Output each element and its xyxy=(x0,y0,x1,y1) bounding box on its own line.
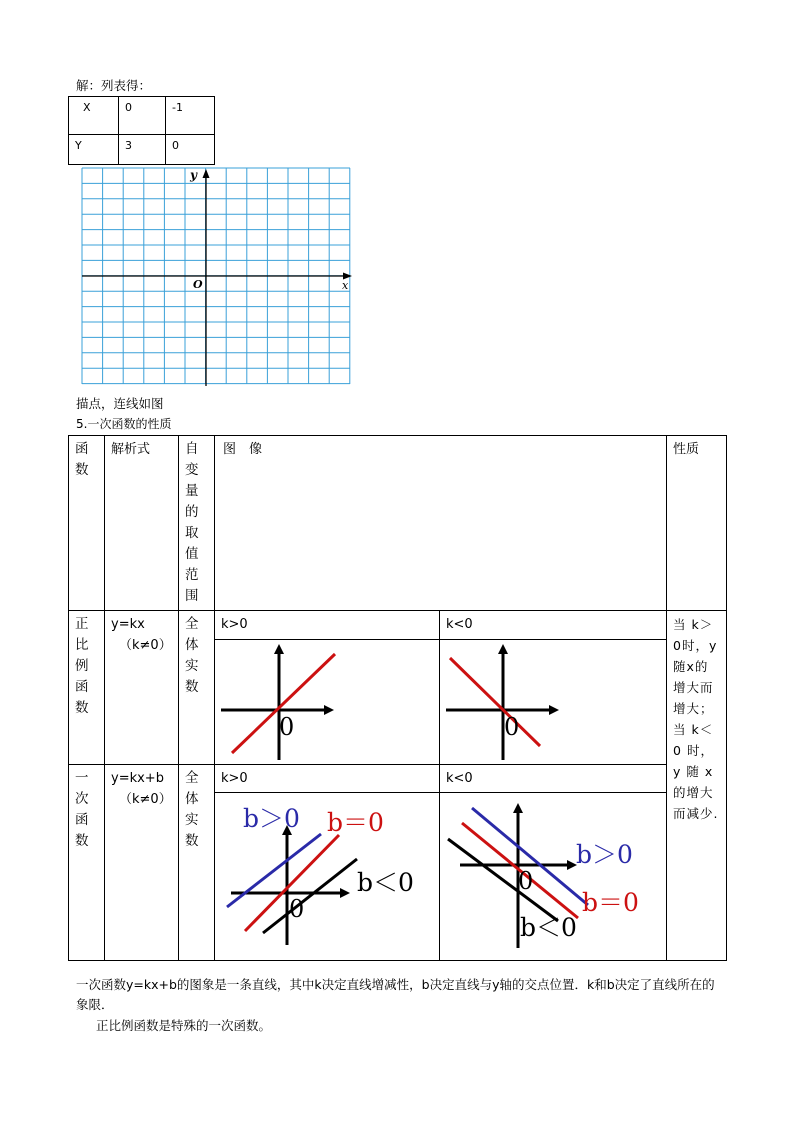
row1-condition: （k≠0） xyxy=(119,638,172,653)
solution-heading: 解：列表得： xyxy=(76,78,152,93)
line-b-positive xyxy=(227,834,321,907)
row1-k-pos: k>0 xyxy=(215,611,440,640)
origin-label: 0 xyxy=(289,895,305,923)
table-cell: 0 xyxy=(166,135,215,165)
row1-k-neg: k<0 xyxy=(440,611,667,640)
y-axis-label: y xyxy=(190,168,197,182)
y-axis-arrow xyxy=(498,644,508,654)
row2-formula: y=kx+b xyxy=(111,771,164,786)
header-image: 图 像 xyxy=(215,436,667,611)
xy-value-table xyxy=(68,96,215,165)
origin-label: 0 xyxy=(504,713,520,741)
summary-paragraph: 一次函数y=kx+b的图象是一条直线，其中k决定直线增减性，b决定直线与y轴的交点位置．k和b决定了直线所在的象限． xyxy=(76,977,715,1012)
coordinate-grid xyxy=(80,166,356,388)
table-header-row xyxy=(69,436,727,611)
y-axis-arrow xyxy=(203,169,210,178)
table-row xyxy=(69,611,727,640)
origin-label: 0 xyxy=(518,867,534,895)
row2-function: 一次函数 xyxy=(75,770,89,849)
x-axis-arrow xyxy=(324,705,334,715)
origin-label: 0 xyxy=(279,713,295,741)
row2-k-neg: k<0 xyxy=(440,765,667,793)
x-axis-label: x xyxy=(342,279,349,292)
table-cell: 3 xyxy=(119,135,166,165)
graph-linear-k-pos xyxy=(215,793,440,961)
graph-proportional-k-neg xyxy=(440,640,667,765)
row1-formula: y=kx xyxy=(111,617,145,632)
label-b-negative: b＜0 xyxy=(520,913,577,942)
label-b-zero: b＝0 xyxy=(327,808,384,837)
graph-linear-k-neg xyxy=(440,793,667,961)
row2-k-pos: k>0 xyxy=(215,765,440,793)
plot-note: 描点，连线如图 xyxy=(76,396,164,411)
label-b-negative: b＜0 xyxy=(357,868,414,897)
header-property: 性质 xyxy=(667,436,727,611)
x-axis-arrow xyxy=(549,705,559,715)
x-axis-arrow xyxy=(340,888,350,898)
x-label-cell: X xyxy=(69,97,119,135)
y-label-cell: Y xyxy=(69,135,119,165)
header-domain: 自变量的取值范围 xyxy=(185,441,199,604)
section-title: 5.一次函数的性质 xyxy=(76,417,172,431)
header-formula: 解析式 xyxy=(105,436,179,611)
row2-domain: 全体实数 xyxy=(185,770,199,849)
line-b-negative xyxy=(448,839,558,921)
header-function: 函数 xyxy=(75,441,89,478)
table-row xyxy=(69,765,727,793)
label-b-positive: b＞0 xyxy=(243,804,300,833)
linear-function-properties-table xyxy=(68,435,727,961)
y-axis-arrow xyxy=(513,803,523,813)
table-row xyxy=(69,97,215,135)
note-paragraph: 正比例函数是特殊的一次函数。 xyxy=(96,1018,272,1033)
origin-label: O xyxy=(193,278,203,291)
y-axis-arrow xyxy=(274,644,284,654)
table-cell: 0 xyxy=(119,97,166,135)
table-row xyxy=(69,135,215,165)
row1-domain: 全体实数 xyxy=(185,616,199,695)
row1-function: 正比例函数 xyxy=(75,616,89,716)
label-b-positive: b＞0 xyxy=(576,840,633,869)
label-b-zero: b＝0 xyxy=(582,888,639,917)
table-cell: -1 xyxy=(166,97,215,135)
line-y-equals-kx xyxy=(450,658,540,746)
property-text: 当 k＞0时，y随x的增大而增大；当 k＜0 时，y 随 x 的增大而减少. xyxy=(673,617,719,821)
row2-condition: （k≠0） xyxy=(119,792,172,807)
graph-proportional-k-pos xyxy=(215,640,440,765)
